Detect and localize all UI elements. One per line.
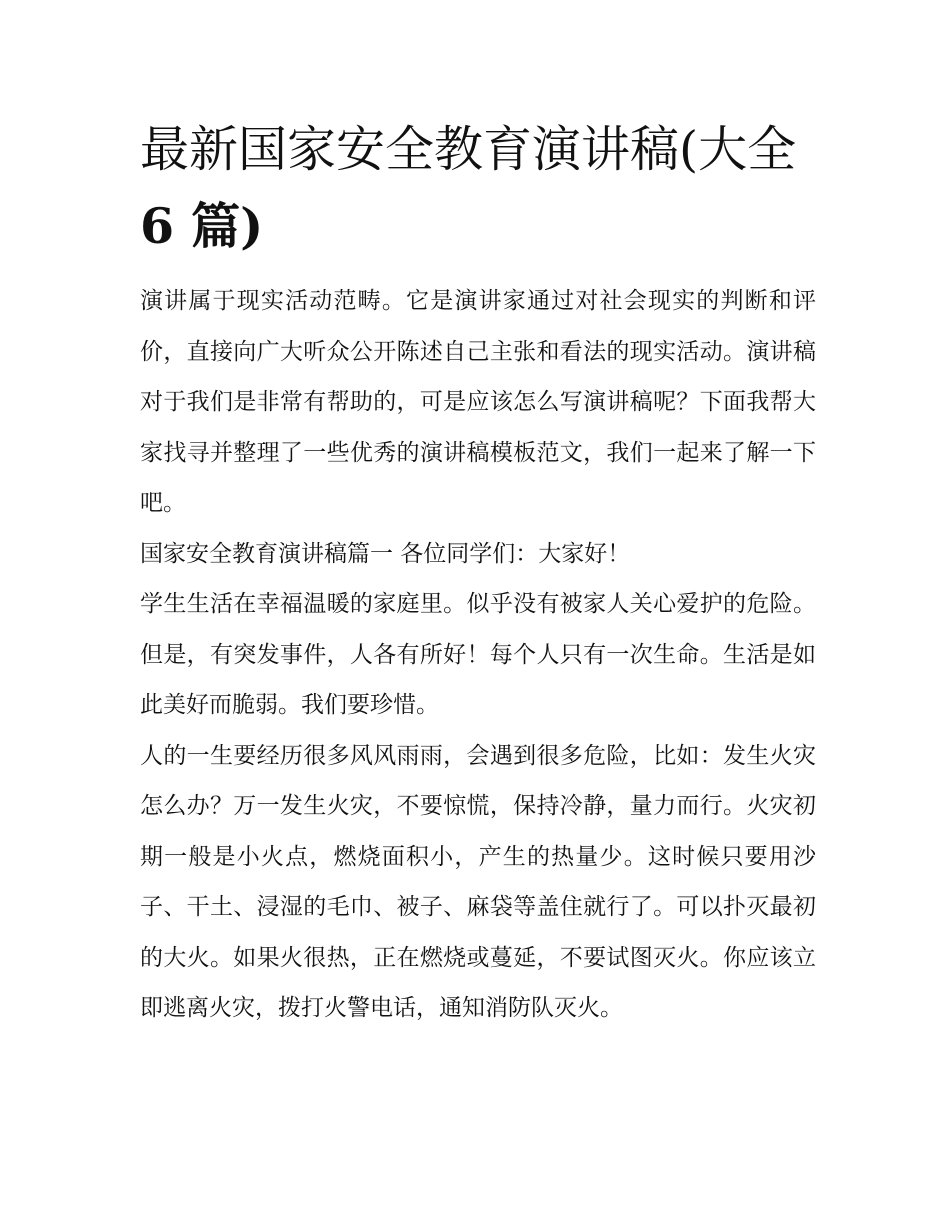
title-line-2: 6 篇) <box>140 197 264 255</box>
document-body <box>140 276 816 1034</box>
title-line-1: 最新国家安全教育演讲稿(大全 <box>140 121 797 178</box>
paragraph-intro: 演讲属于现实活动范畴。它是演讲家通过对社会现实的判断和评价，直接向广大听众公开陈述自己主张和看法的现实活动。演讲稿对于我们是非常有帮助的，可是应该怎么写演讲稿呢？下面我帮大家找寻并整理了一些优秀的演讲稿模板范文，我们一起来了解一下吧。 <box>140 288 816 516</box>
document-title <box>140 112 830 265</box>
paragraph-greeting: 国家安全教育演讲稿篇一 各位同学们：大家好！ <box>140 540 631 567</box>
paragraph-fire-safety: 人的一生要经历很多风风雨雨，会遇到很多危险，比如：发生火灾怎么办？万一发生火灾，不要惊慌，保持冷静，量力而行。火灾初期一般是小火点，燃烧面积小，产生的热量少。这时候只要用沙子、干土、浸湿的毛巾、被子、麻袋等盖住就行了。可以扑灭最初的大火。如果火很热，正在燃烧或蔓延，不要试图灭火。你应该立即逃离火灾，拨打火警电话，通知消防队灭火。 <box>140 742 816 1021</box>
paragraph-life: 学生生活在幸福温暖的家庭里。似乎没有被家人关心爱护的危险。但是，有突发事件，人各有所好！每个人只有一次生命。生活是如此美好而脆弱。我们要珍惜。 <box>140 591 816 718</box>
